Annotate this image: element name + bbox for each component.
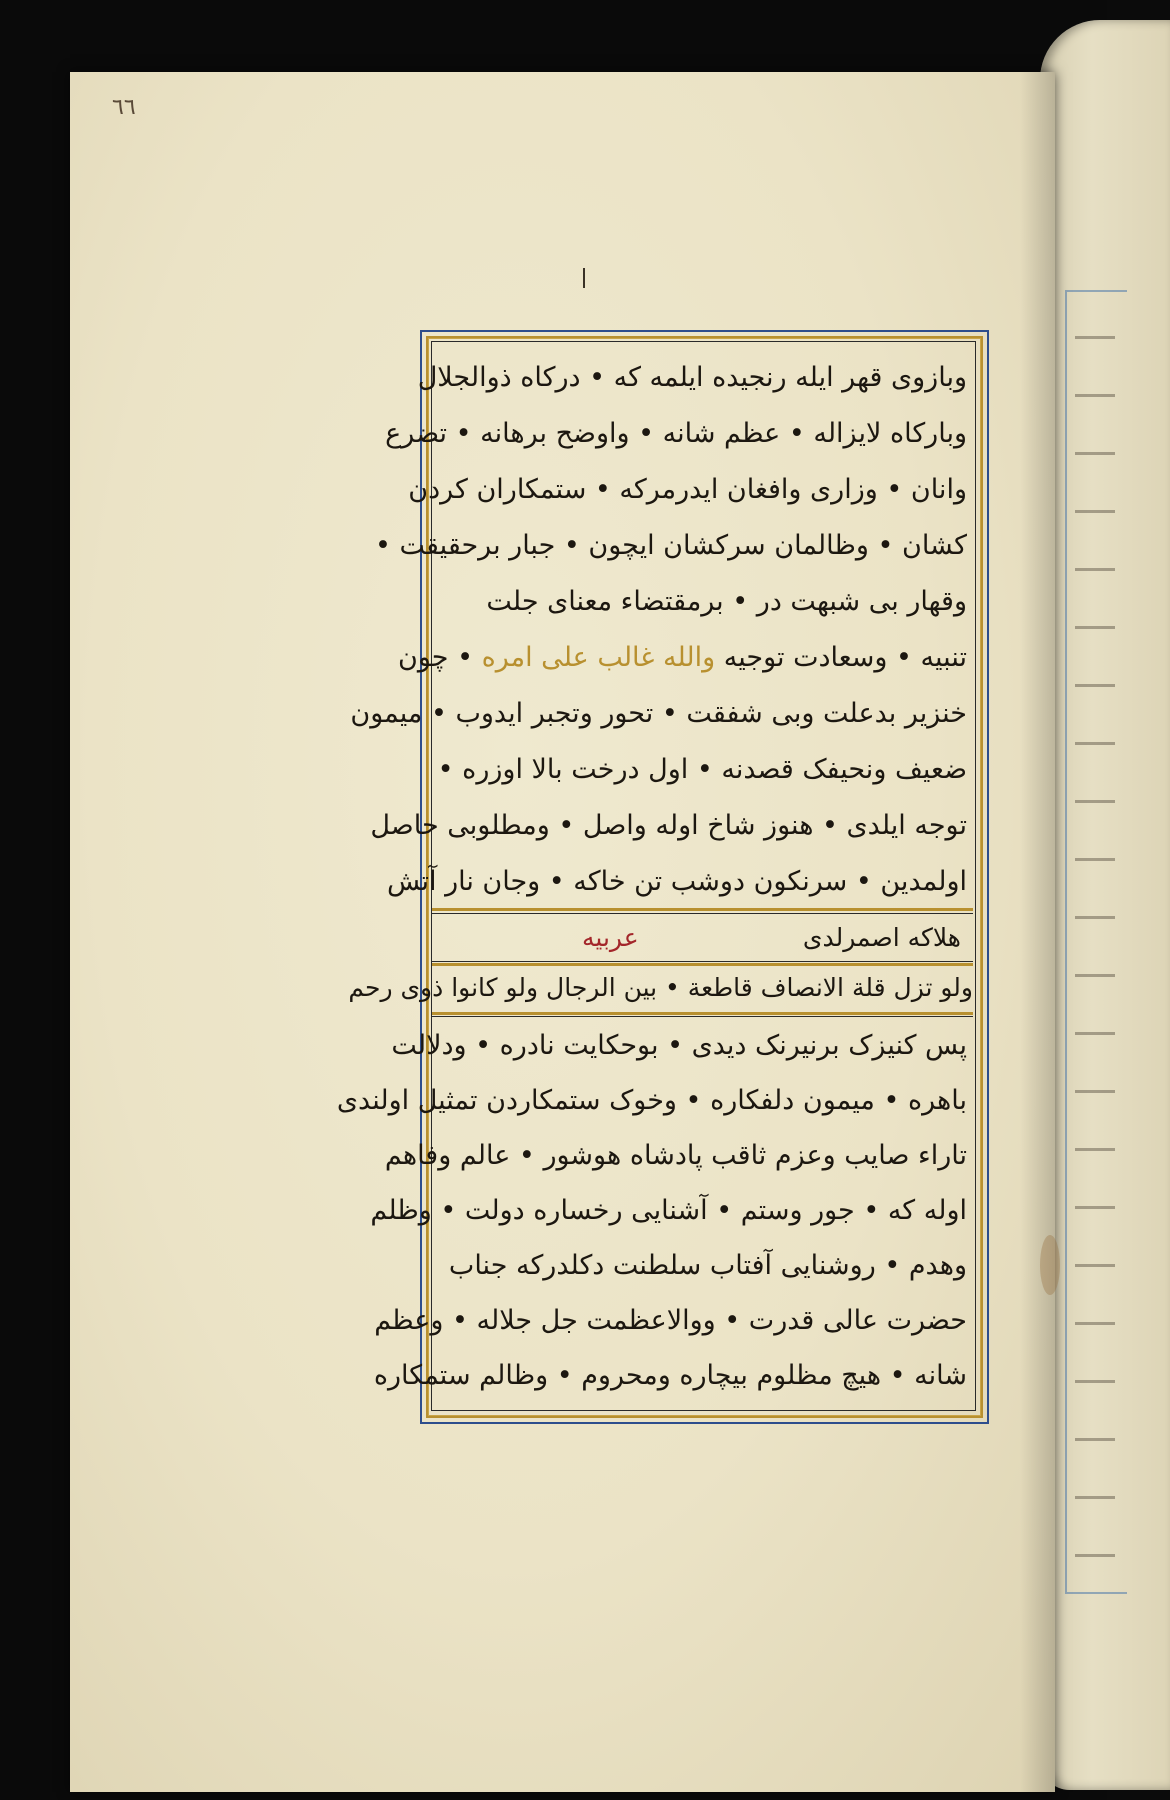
text-line: وبارکاه لایزاله • عظم شانه • واوضح برهانه • تضرع	[385, 418, 967, 449]
text-line-with-gold	[398, 630, 973, 686]
arabic-verse: ولو تزل قلة الانصاف قاطعة • بین الرجال ولو کانوا ذوی رحم	[348, 973, 973, 1002]
gold-rule	[432, 1012, 973, 1015]
text-segment: تنبیه • وسعادت توجیه	[715, 642, 967, 673]
text-line: خنزیر بدعلت وبی شفقت • تحور وتجبر ایدوب • میمون	[350, 698, 967, 729]
gold-rule	[432, 908, 973, 911]
text-line: باهره • میمون دلفکاره • وخوک ستمکاردن تمثیل اولندی	[336, 1085, 967, 1116]
text-line: اوله که • جور وستم • آشنایی رخساره دولت • وظلم	[370, 1195, 967, 1226]
text-line: کشان • وظالمان سرکشان ایچون • جبار برحقیقت •	[375, 530, 967, 561]
text-line: وانان • وزاری وافغان ایدرمرکه • ستمکاران کردن	[408, 474, 967, 505]
text-block-2	[336, 1018, 973, 1406]
gutter-mark	[583, 268, 585, 288]
text-line: پس کنیزک برنیرنک دیدی • بوحکایت نادره • ودلالت	[391, 1030, 967, 1061]
text-segment: • چون	[398, 642, 482, 673]
text-line: ضعیف ونحیفک قصدنه • اول درخت بالا اوزره •	[437, 754, 967, 785]
text-line: تاراء صایب وعزم ثاقب پادشاه هوشور • عالم وفاهم	[384, 1140, 967, 1171]
adjacent-page-text	[1075, 310, 1115, 1560]
text-line: وقهار بی شبهت در • برمقتضاء معنای جلت	[486, 586, 967, 617]
text-line: توجه ایلدی • هنوز شاخ اوله واصل • ومطلوبی حاصل	[370, 810, 967, 841]
paper-stain	[1040, 1235, 1060, 1295]
heading-text: هلاکه اصمرلدی	[802, 923, 961, 952]
rule-line	[432, 1016, 973, 1017]
text-line: حضرت عالی قدرت • ووالاعظمت جل جلاله • وعظم	[374, 1305, 967, 1336]
folio-number: ٦٦	[112, 95, 136, 120]
page-edge-shadow	[1020, 72, 1055, 1792]
rubric-label: عربیه	[582, 923, 639, 952]
text-line: اولمدین • سرنکون دوشب تن خاکه • وجان نار آتش	[387, 866, 967, 897]
text-block-1	[350, 350, 973, 910]
gold-phrase: والله غالب علی امره	[481, 642, 716, 673]
text-line: وبازوی قهر ایله رنجیده ایلمه که • درکاه ذوالجلال	[417, 362, 967, 393]
text-line: وهدم • روشنایی آفتاب سلطنت دکلدرکه جناب	[448, 1250, 967, 1281]
section-heading-row	[432, 914, 973, 962]
text-line: شانه • هیچ مظلوم بیچاره ومحروم • وظالم ستمکاره	[373, 1360, 967, 1391]
